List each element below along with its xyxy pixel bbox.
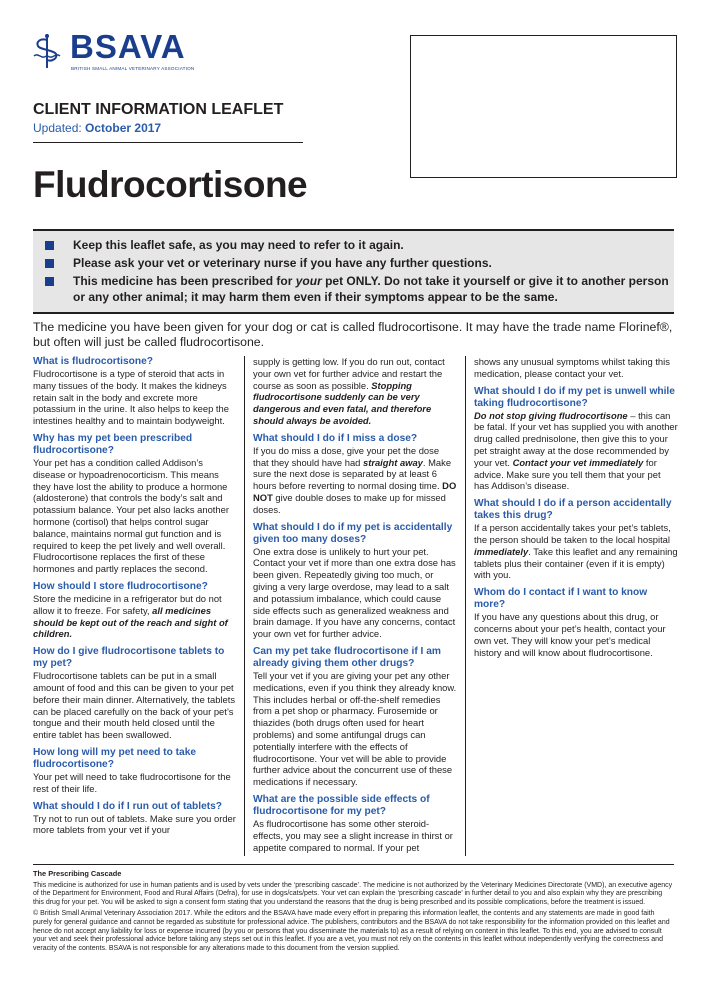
label-box	[410, 35, 677, 178]
text-run: If a person accidentally takes your pet’s tablets, the person should be taken to the local hospital	[474, 522, 671, 545]
section-heading: How should I store fludrocortisone?	[33, 580, 208, 592]
footer-heading: The Prescribing Cascade	[33, 869, 122, 878]
text-emphasis: DO NOT	[253, 480, 457, 503]
section-heading: How long will my pet need to take fludrocortisone?	[33, 746, 197, 770]
section-heading: How do I give fludrocortisone tablets to my pet?	[33, 646, 225, 670]
section-heading: What should I do if my pet is accidentally given too many doses?	[253, 521, 453, 545]
text-run: give double doses to make up for missed doses.	[253, 491, 446, 515]
section-text: shows any unusual symptoms whilst taking this medication, please contact your vet.	[474, 356, 670, 379]
section-text: If you have any questions about this drug, or concerns about your pet’s health, contact your own vet. They will know your pet’s medical history and will know about fludrocortisone.	[474, 611, 666, 658]
intro-paragraph: The medicine you have been given for your dog or cat is called fludrocortisone. It may have the trade name Florinef®, but often will just be called fludrocortisone.	[33, 320, 673, 349]
text-emphasis: immediately	[474, 545, 529, 557]
text-emphasis: Do not stop giving fludrocortisone	[474, 409, 628, 421]
text-run: If you do miss a dose, give your pet the dose that they should have had	[253, 444, 440, 468]
notice-text: pet ONLY. Do not take it yourself or give it to another person or any other animal; it may harm them even if their symptoms appear to be the same.	[73, 274, 669, 304]
notice-text: Keep this leaflet safe, as you may need to refer to it again.	[73, 238, 404, 252]
section-text: Your pet will need to take fludrocortisone for the rest of their life.	[33, 770, 231, 794]
footer-copyright-text: © British Small Animal Veterinary Association 2017. While the editors and the BSAVA have made every effort in preparing this information leaflet, the contents and any statements are made in good faith purely for general guidance and cannot be regarded as substitute for professional advice. The publishers, contributors and the BSAVA do not take responsibility for the information provided on this leaflet and hence do not accept any liability for loss or expense incurred (by you or persons that you disseminate the materials to) as a result of relying on content in this leaflet. To this end, you are advised to consult your vet and seek their professional advice before taking any steps set out in this leaflet. If you are a vet, you must not rely on the contents in this leaflet without independently verifying the correctness and veracity of the contents. BSAVA is not responsible for any alterations made to this document from the version supplied.	[33, 910, 670, 952]
section-text	[474, 522, 678, 581]
footer-cascade-text: This medicine is authorized for use in human patients and is used by vets under the ‘prescribing cascade’. The medicine is not authorized by the Veterinary Medicines Directorate (VMD), an executive agency of the Department for Environment, Food and Rural Affairs (Defra), for use in dogs/cats/pets. Your vet can explain the ‘prescribing cascade’ in further detail to you and also explain why they are prescribing this drug for your pet. You will be asked to sign a consent form stating that you understand the reasons that the drug is being prescribed and its possible complications, before the treatment is issued.	[33, 881, 673, 906]
column-divider	[465, 356, 466, 856]
notice-item	[45, 255, 674, 271]
section-heading: What should I do if my pet is unwell while taking fludrocortisone?	[474, 385, 675, 409]
notice-text: Please ask your vet or veterinary nurse if you have any further questions.	[73, 256, 492, 270]
text-run: Store the medicine in a refrigerator but do not allow it to freeze. For safety,	[33, 592, 222, 616]
updated-date: October 2017	[85, 121, 162, 135]
footer	[33, 870, 674, 956]
section-heading: What should I do if a person accidentally takes this drug?	[474, 498, 672, 522]
bullet-square-icon	[45, 259, 54, 268]
text-run: . Take this leaflet and any remaining tablets plus their container (even if it is empty) with you.	[474, 545, 678, 581]
column-2	[253, 356, 457, 859]
section-heading: Why has my pet been prescribed fludrocortisone?	[33, 432, 193, 456]
section-heading: What are the possible side effects of fludrocortisone for my pet?	[253, 793, 430, 817]
section-text: One extra dose is unlikely to hurt your pet. Contact your vet if more than one extra dose has been given. Repeatedly giving too much, or giving a very large overdose, may lead to a salt and potassium imbalance, which could cause side effects such as generalized weakness and brain damage. If you have any concerns, contact your own vet for further advice.	[253, 545, 456, 640]
notice-emphasis: your	[295, 274, 322, 288]
section-text: As fludrocortisone has some other steroid-effects, you may see a slight increase in thirst or appetite compared to normal. If your pet	[253, 817, 453, 853]
updated-line	[33, 121, 161, 135]
notice-text: This medicine has been prescribed for	[73, 274, 296, 288]
column-1	[33, 356, 237, 842]
bullet-square-icon	[45, 241, 54, 250]
bullet-square-icon	[45, 277, 54, 286]
updated-prefix: Updated:	[33, 121, 86, 135]
section-text: Try not to run out of tablets. Make sure you order more tablets from your vet if your	[33, 812, 236, 836]
section-text	[474, 410, 678, 493]
section-heading: Whom do I contact if I want to know more?	[474, 587, 648, 611]
page-title: Fludrocortisone	[33, 164, 308, 205]
bsava-logo	[30, 28, 230, 78]
section-text	[33, 593, 237, 640]
section-text: Your pet has a condition called Addison’s disease or hypoadrenocorticism. This means they have lost the ability to produce a hormone (aldosterone) that controls the body’s salt and potassium balance. Your pet also lacks another hormone (cortisol) that helps control sugar balance, maintains normal gut function and is required to keep the pet lively and well overall. Fludrocortisone replaces the first of these hormones and partly replaces the second.	[33, 456, 229, 575]
column-3	[474, 356, 678, 664]
footer-rule	[33, 864, 674, 865]
notice-box	[33, 229, 674, 314]
column-divider	[244, 356, 245, 856]
bsava-emblem-icon	[30, 32, 64, 70]
notice-item	[45, 273, 674, 305]
leaflet-type: CLIENT INFORMATION LEAFLET	[33, 101, 284, 118]
text-emphasis: all medicines should be kept out of the reach and sight of children.	[33, 604, 228, 640]
section-text	[253, 445, 457, 516]
text-emphasis: Contact your vet immediately	[512, 456, 644, 468]
section-heading: What should I do if I miss a dose?	[253, 432, 418, 444]
text-run: . Make sure the next dose is separated by at least 6 hours before reverting to normal dosing time.	[253, 456, 452, 492]
content-columns	[33, 356, 678, 856]
section-heading: Can my pet take fludrocortisone if I am already giving them other drugs?	[253, 645, 441, 669]
section-heading: What is fludrocortisone?	[33, 356, 153, 367]
text-emphasis: straight away	[362, 456, 423, 468]
logo-subtitle: BRITISH SMALL ANIMAL VETERINARY ASSOCIATION	[71, 66, 195, 71]
text-run: for advice. Make sure you tell them that your pet has Addison’s disease.	[474, 456, 661, 492]
text-emphasis: Stopping fludrocortisone suddenly can be very dangerous and even fatal, and therefore should always be avoided.	[253, 379, 432, 426]
header-rule	[33, 142, 303, 143]
section-heading: What should I do if I run out of tablets?	[33, 800, 223, 812]
notice-item	[45, 237, 674, 253]
text-run: – this can be fatal. If your vet has supplied you with another drug called prednisolone, then give this to your pet straight away at the dose recommended by your vet.	[474, 409, 678, 468]
logo-wordmark: BSAVA	[70, 28, 186, 65]
section-text: Tell your vet if you are giving your pet any other medications, even if you think they already know. This includes herbal or off-the-shelf remedies from a pet shop or pharmacy. Furosemide or thiazides (both drugs often used for heart problems) and some antifungal drugs can potentially interfere with the effects of fludrocortisone. Your vet will be able to provide further advice about the concurrent use of these medications if necessary.	[253, 669, 457, 788]
section-text: Fludrocortisone tablets can be put in a small amount of food and this can be given to your pet before their main dinner. Alternatively, the tablets can be placed carefully on the back of your pet’s tongue and their mouth held closed until the entire tablet has been swallowed.	[33, 670, 236, 741]
section-text	[253, 356, 457, 427]
text-run: supply is getting low. If you do run out, contact your own vet for further advice and restart the course as soon as possible.	[253, 356, 445, 391]
section-text: Fludrocortisone is a type of steroid that acts in many tissues of the body. It makes the kidneys retain salt in the body and excrete more potassium in the urine. It also helps to keep the intestines healthy and to maintain bodyweight.	[33, 368, 229, 427]
